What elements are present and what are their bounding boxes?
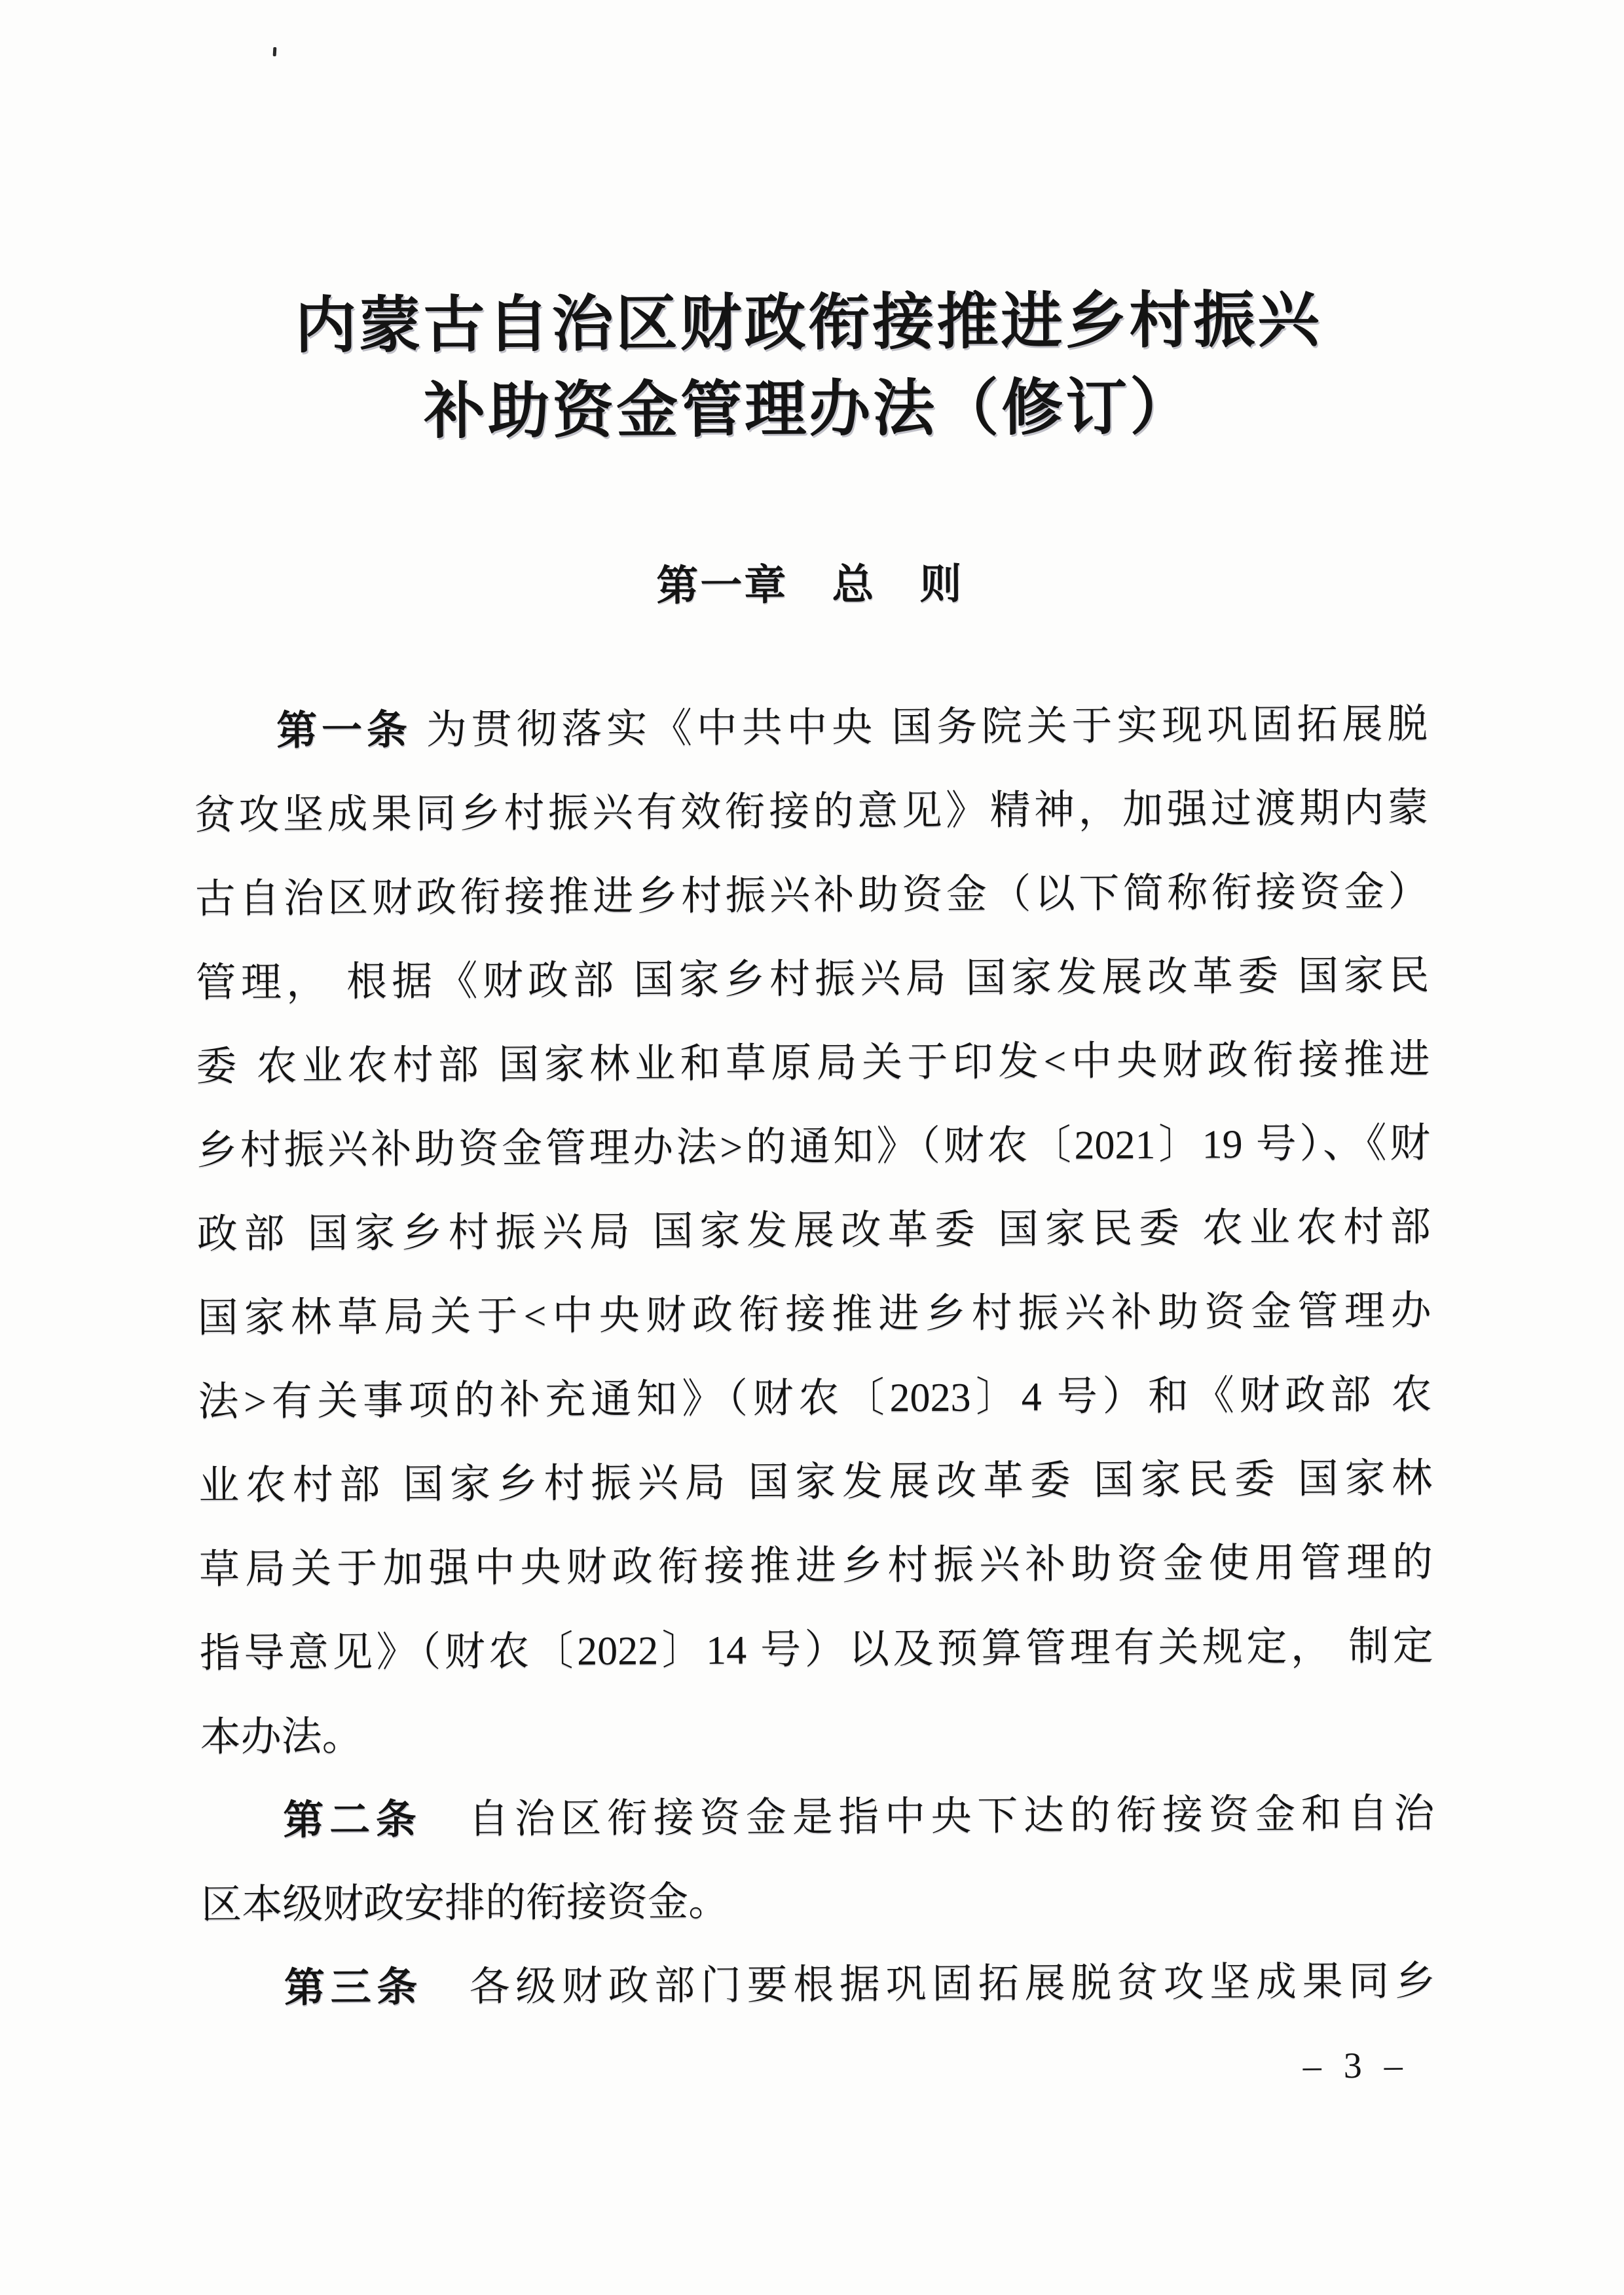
text-line: 第二条 自治区衔接资金是指中央下达的衔接资金和自治 (283, 1791, 1435, 1843)
text-line: 管理， 根据《财政部 国家乡村振兴局 国家发展改革委 国家民 (195, 953, 1430, 1006)
page-number: – 3 – (1302, 2045, 1409, 2087)
article-label: 第三条 (284, 1965, 424, 2011)
text-line: 贫攻坚成果同乡村振兴有效衔接的意见》精神，加强过渡期内蒙 (194, 786, 1429, 838)
body-lines (194, 682, 1435, 2030)
text-line: 第三条 各级财政部门要根据巩固拓展脱贫攻坚成果同乡 (284, 1959, 1436, 2011)
text-line: 区本级财政安排的衔接资金。 (200, 1879, 729, 1928)
document-title-line-2: 补助资金管理办法（修订） (423, 373, 1194, 447)
text-line: 指导意见》（财农〔2022〕14 号）以及预算管理有关规定， 制定 (199, 1624, 1434, 1676)
chapter-heading: 第一章 总 则 (656, 560, 964, 610)
text-line: 草局关于加强中央财政衔接推进乡村振兴补助资金使用管理的 (198, 1540, 1433, 1592)
text-line: 国家林草局关于<中央财政衔接推进乡村振兴补助资金管理办 (197, 1289, 1431, 1341)
text-line: 政部 国家乡村振兴局 国家发展改革委 国家民委 农业农村部 (196, 1205, 1431, 1257)
document-title (0, 275, 1621, 458)
document-title-line-1: 内蒙古自治区财政衔接推进乡村振兴 (295, 286, 1322, 361)
article-label: 第二条 (283, 1797, 422, 1843)
article-label: 第一条 (276, 708, 412, 754)
text-line: 第一条 为贯彻落实《中共中央 国务院关于实现巩固拓展脱 (276, 702, 1428, 754)
text-line: 业农村部 国家乡村振兴局 国家发展改革委 国家民委 国家林 (198, 1456, 1433, 1509)
text-line: 古自治区财政衔接推进乡村振兴补助资金（以下简称衔接资金） (194, 870, 1429, 922)
text-line: 委 农业农村部 国家林业和草原局关于印发<中央财政衔接推进 (196, 1037, 1430, 1090)
text-line: 乡村振兴补助资金管理办法>的通知》（财农〔2021〕19 号）、《财 (196, 1121, 1431, 1173)
text-line: 本办法。 (200, 1714, 363, 1760)
text-line: 法>有关事项的补充通知》（财农〔2023〕4 号）和《财政部 农 (198, 1372, 1432, 1425)
